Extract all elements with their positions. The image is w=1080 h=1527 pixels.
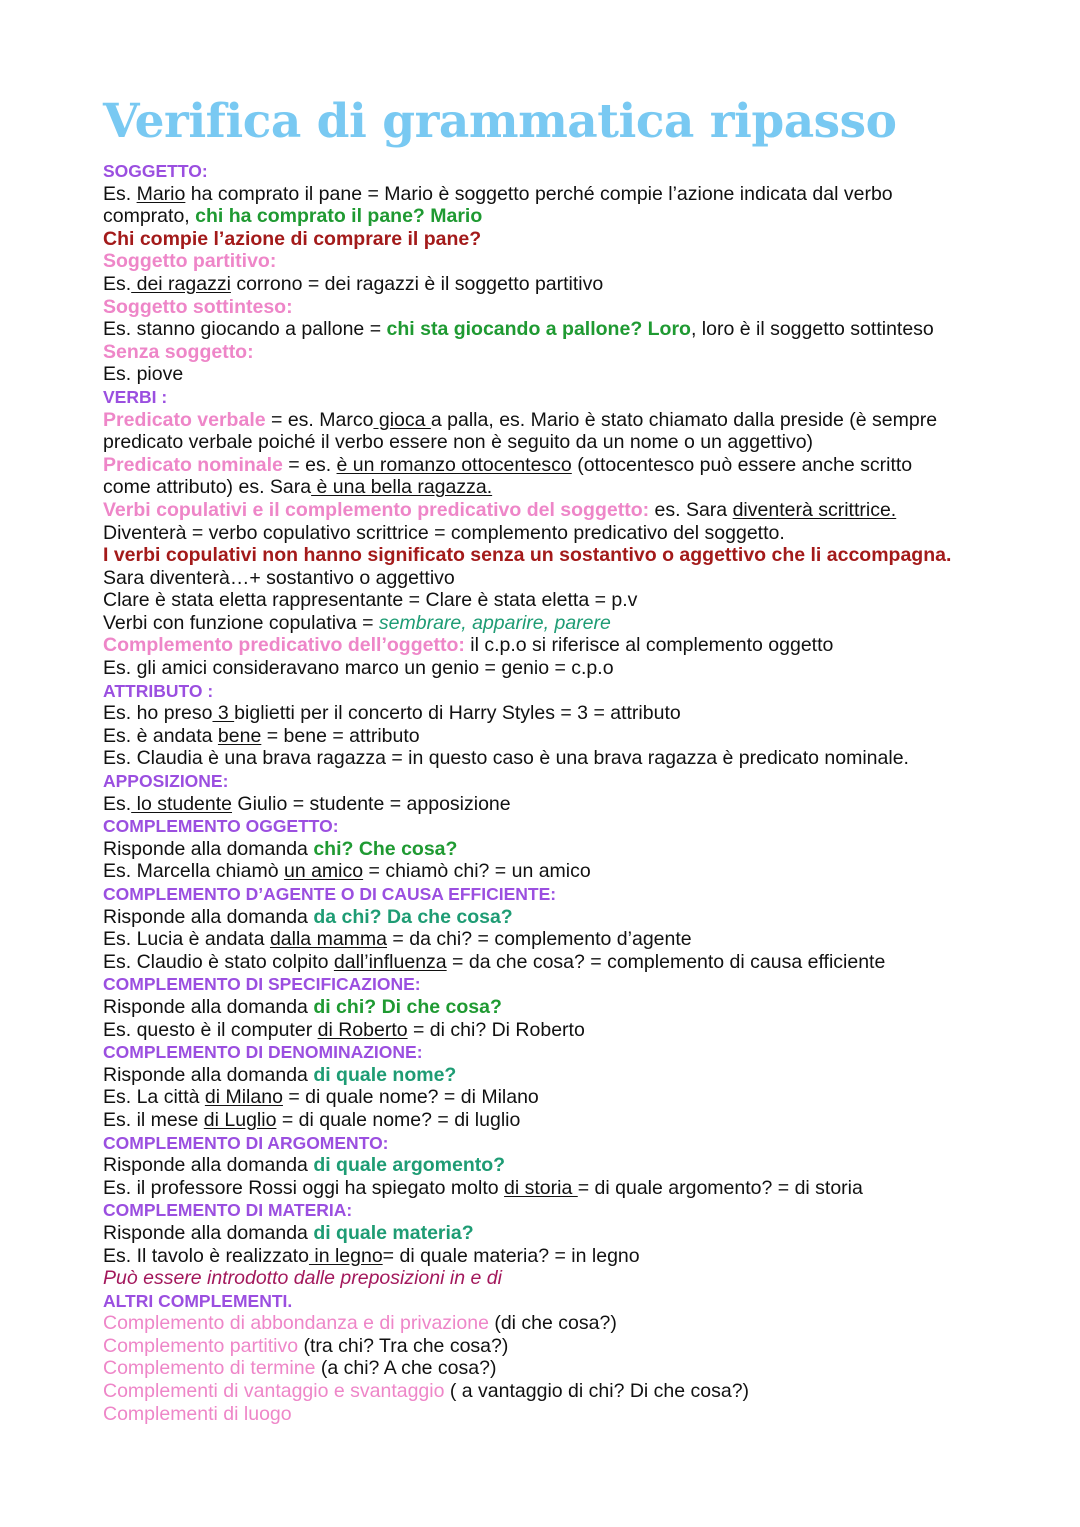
section-heading-verbi: VERBI : bbox=[103, 386, 168, 407]
text-line: Es. è andata bene = bene = attributo bbox=[103, 724, 420, 747]
text-line: predicato verbale poiché il verbo essere non è seguito da un nome o un aggettivo) bbox=[103, 431, 814, 454]
document bbox=[103, 92, 1043, 1425]
text-line: Complemento predicativo dell’oggetto: il c.p.o si riferisce al complemento oggetto bbox=[103, 634, 834, 657]
text-line: Verbi con funzione copulativa = sembrare, apparire, parere bbox=[103, 611, 611, 634]
text-line: come attributo) es. Sara è una bella ragazza. bbox=[103, 476, 493, 499]
text-line: Es. questo è il computer di Roberto = di chi? Di Roberto bbox=[103, 1018, 585, 1041]
text-line: Predicato verbale = es. Marco gioca a palla, es. Mario è stato chiamato dalla preside (è sempre bbox=[103, 408, 938, 431]
text-line: Diventerà = verbo copulativo scrittrice = complemento predicativo del soggetto. bbox=[103, 521, 785, 544]
section-heading-complemento-materia: COMPLEMENTO DI MATERIA: bbox=[103, 1200, 353, 1221]
list-item: Complemento di termine (a chi? A che cosa?) bbox=[103, 1357, 497, 1380]
text-line: Es. La città di Milano = di quale nome? = di Milano bbox=[103, 1086, 539, 1109]
list-item: Complementi di vantaggio e svantaggio ( a vantaggio di chi? Di che cosa?) bbox=[103, 1380, 750, 1403]
text-line: Risponde alla domanda di quale materia? bbox=[103, 1221, 474, 1244]
section-heading-complemento-argomento: COMPLEMENTO DI ARGOMENTO: bbox=[103, 1132, 389, 1153]
text-line: Es. ho preso 3 biglietti per il concerto di Harry Styles = 3 = attributo bbox=[103, 702, 681, 725]
text-line: Risponde alla domanda chi? Che cosa? bbox=[103, 837, 458, 860]
text-line: Es. Lucia è andata dalla mamma = da chi? = complemento d’agente bbox=[103, 928, 692, 951]
text-line: Es. stanno giocando a pallone = chi sta giocando a pallone? Loro, loro è il soggetto sottinteso bbox=[103, 318, 934, 341]
highlight-question: Chi compie l’azione di comprare il pane? bbox=[103, 227, 482, 250]
text-line: comprato, chi ha comprato il pane? Mario bbox=[103, 205, 483, 228]
text-line: Es. Claudio è stato colpito dall’influenza = da che cosa? = complemento di causa efficiente bbox=[103, 950, 886, 973]
text-line: Risponde alla domanda di quale argomento? bbox=[103, 1154, 506, 1177]
text-line: Es. Claudia è una brava ragazza = in questo caso è una brava ragazza è predicato nominale. bbox=[103, 747, 909, 770]
text-line: Es. Mario ha comprato il pane = Mario è soggetto perché compie l’azione indicata dal verbo bbox=[103, 182, 893, 205]
text-line: Es. dei ragazzi corrono = dei ragazzi è il soggetto partitivo bbox=[103, 272, 604, 295]
subheading-senza-soggetto: Senza soggetto: bbox=[103, 340, 254, 363]
text-line: Es. il professore Rossi oggi ha spiegato molto di storia = di quale argomento? = di storia bbox=[103, 1176, 863, 1199]
text-line: Risponde alla domanda da chi? Da che cosa? bbox=[103, 905, 513, 928]
text-line: Es. il mese di Luglio = di quale nome? = di luglio bbox=[103, 1108, 521, 1131]
section-heading-complemento-specificazione: COMPLEMENTO DI SPECIFICAZIONE: bbox=[103, 974, 421, 995]
list-item: Complemento partitivo (tra chi? Tra che cosa?) bbox=[103, 1334, 509, 1357]
text-line: Es. lo studente Giulio = studente = apposizione bbox=[103, 792, 511, 815]
text-line: Es. gli amici consideravano marco un genio = genio = c.p.o bbox=[103, 657, 614, 680]
section-heading-apposizione: APPOSIZIONE: bbox=[103, 771, 229, 792]
text-line: Risponde alla domanda di quale nome? bbox=[103, 1063, 457, 1086]
page-title: Verifica di grammatica ripasso bbox=[103, 94, 897, 149]
text-line: Es. piove bbox=[103, 363, 184, 386]
highlight-note: I verbi copulativi non hanno significato senza un sostantivo o aggettivo che li accompagna. bbox=[103, 544, 952, 567]
text-line: Predicato nominale = es. è un romanzo ottocentesco (ottocentesco può essere anche scritto bbox=[103, 453, 913, 476]
text-line: Es. Il tavolo è realizzato in legno= di quale materia? = in legno bbox=[103, 1244, 640, 1267]
italic-note: Può essere introdotto dalle preposizioni in e di bbox=[103, 1267, 502, 1290]
section-heading-altri-complementi: ALTRI COMPLEMENTI. bbox=[103, 1290, 293, 1311]
text-line: Sara diventerà…+ sostantivo o aggettivo bbox=[103, 566, 455, 589]
list-item: Complementi di luogo bbox=[103, 1402, 292, 1425]
section-heading-complemento-agente: COMPLEMENTO D’AGENTE O DI CAUSA EFFICIENTE: bbox=[103, 884, 557, 904]
section-heading-attributo: ATTRIBUTO : bbox=[103, 680, 214, 701]
section-heading-soggetto: SOGGETTO: bbox=[103, 161, 208, 181]
section-heading-complemento-denominazione: COMPLEMENTO DI DENOMINAZIONE: bbox=[103, 1042, 423, 1063]
subheading-soggetto-partitivo: Soggetto partitivo: bbox=[103, 250, 277, 273]
list-item: Complemento di abbondanza e di privazione (di che cosa?) bbox=[103, 1312, 617, 1335]
section-heading-complemento-oggetto: COMPLEMENTO OGGETTO: bbox=[103, 816, 339, 837]
text-line: Es. Marcella chiamò un amico = chiamò chi? = un amico bbox=[103, 860, 591, 883]
text-line: Risponde alla domanda di chi? Di che cosa? bbox=[103, 995, 502, 1018]
text-line: Clare è stata eletta rappresentante = Clare è stata eletta = p.v bbox=[103, 589, 638, 612]
subheading-soggetto-sottinteso: Soggetto sottinteso: bbox=[103, 295, 293, 318]
text-line: Verbi copulativi e il complemento predicativo del soggetto: es. Sara diventerà scrittrice. bbox=[103, 498, 897, 521]
